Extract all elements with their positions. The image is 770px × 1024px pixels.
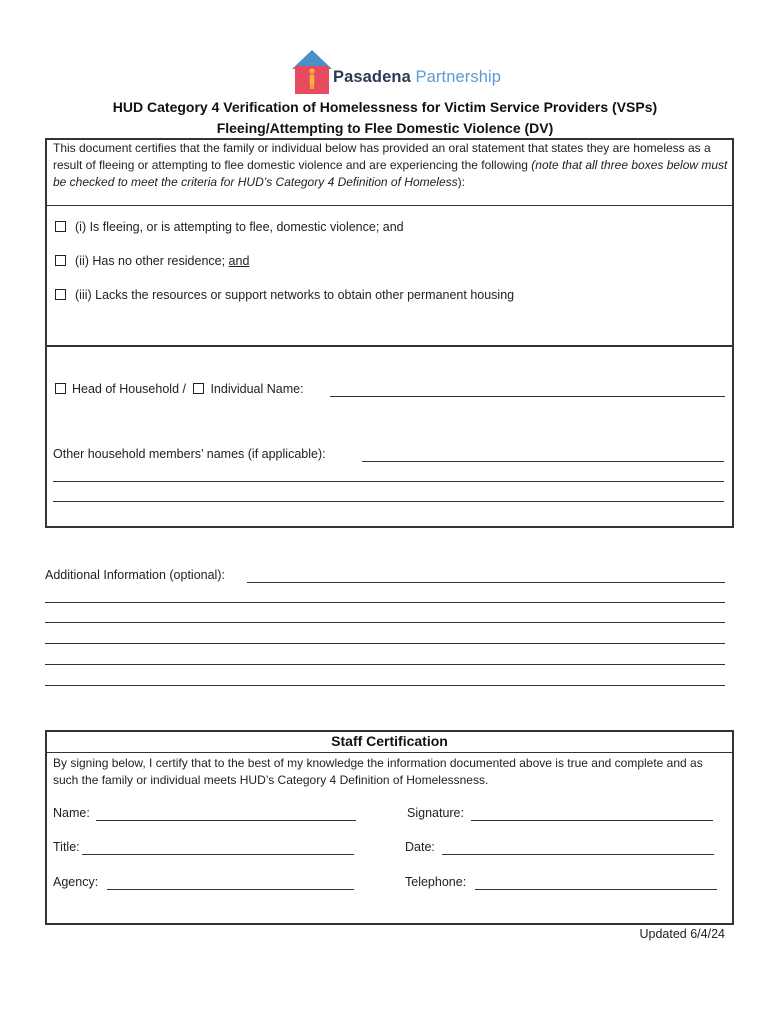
other-members-line-2[interactable] xyxy=(53,481,724,482)
hoh-checkbox[interactable] xyxy=(55,383,66,394)
household-name-row xyxy=(55,382,304,396)
criterion-no-residence-checkbox[interactable] xyxy=(55,255,66,266)
additional-info-line-2[interactable] xyxy=(45,602,725,603)
staff-statement: By signing below, I certify that to the best of my knowledge the information documented above is true and complete and as such the family or individual meets HUD’s Category 4 Definition of Homelessness. xyxy=(53,756,703,787)
criterion-lacks-resources-label: (iii) Lacks the resources or support networks to obtain other permanent housing xyxy=(75,288,515,302)
updated-date: Updated 6/4/24 xyxy=(639,927,725,941)
intro-divider xyxy=(46,205,733,206)
criterion-no-residence-and: and xyxy=(228,254,250,268)
staff-name-line[interactable] xyxy=(96,820,356,821)
logo-word-bold: Pasadena xyxy=(333,68,411,86)
document-title: HUD Category 4 Verification of Homelessness for Victim Service Providers (VSPs) xyxy=(112,99,658,115)
staff-date-label: Date: xyxy=(405,840,435,854)
individual-checkbox[interactable] xyxy=(193,383,204,394)
criterion-no-residence xyxy=(55,254,249,268)
criterion-fleeing-label: (i) Is fleeing, or is attempting to flee, domestic violence; and xyxy=(75,220,404,234)
criterion-fleeing-checkbox[interactable] xyxy=(55,221,66,232)
logo-icon xyxy=(290,47,334,95)
additional-info-line-4[interactable] xyxy=(45,643,725,644)
additional-info-line-6[interactable] xyxy=(45,685,725,686)
additional-info-label: Additional Information (optional): xyxy=(45,568,225,582)
hoh-label: Head of Household / xyxy=(72,382,186,396)
additional-info-line-5[interactable] xyxy=(45,664,725,665)
additional-info-line-1[interactable] xyxy=(247,582,725,583)
staff-heading: Staff Certification xyxy=(331,733,448,749)
document-subtitle: Fleeing/Attempting to Flee Domestic Violence (DV) xyxy=(216,120,554,136)
criterion-fleeing xyxy=(55,220,404,234)
intro-text: This document certifies that the family or individual below has provided an oral statement that states they are homeless as a result of fleeing or attempting to flee domestic violence and are experiencing the following xyxy=(53,141,711,172)
staff-title-label: Title: xyxy=(53,840,80,854)
staff-signature-label: Signature: xyxy=(407,806,464,820)
staff-heading-divider xyxy=(46,752,733,753)
logo-wordmark xyxy=(333,68,501,87)
other-members-label: Other household members’ names (if applicable): xyxy=(53,447,326,461)
household-divider xyxy=(46,345,733,347)
staff-agency-label: Agency: xyxy=(53,875,99,889)
individual-name-line[interactable] xyxy=(330,396,725,397)
other-members-line-1[interactable] xyxy=(362,461,724,462)
intro-note: (note that all three boxes below must be checked to meet the criteria for HUD’s Category 4 Definition of Homeless xyxy=(53,158,728,189)
staff-date-line[interactable] xyxy=(442,854,714,855)
other-members-line-3[interactable] xyxy=(53,501,724,502)
verification-box xyxy=(45,138,734,528)
logo-word-regular: Partnership xyxy=(415,68,502,86)
additional-info-line-3[interactable] xyxy=(45,622,725,623)
staff-signature-line[interactable] xyxy=(471,820,713,821)
criterion-lacks-resources xyxy=(55,288,514,302)
intro-statement xyxy=(53,140,729,191)
criterion-no-residence-label: (ii) Has no other residence; xyxy=(75,254,229,268)
staff-telephone-line[interactable] xyxy=(475,889,717,890)
staff-title-line[interactable] xyxy=(82,854,354,855)
criterion-lacks-resources-checkbox[interactable] xyxy=(55,289,66,300)
staff-telephone-label: Telephone: xyxy=(405,875,467,889)
staff-name-label: Name: xyxy=(53,806,90,820)
intro-end: ): xyxy=(457,175,465,189)
individual-label: Individual Name: xyxy=(210,382,304,396)
staff-agency-line[interactable] xyxy=(107,889,354,890)
